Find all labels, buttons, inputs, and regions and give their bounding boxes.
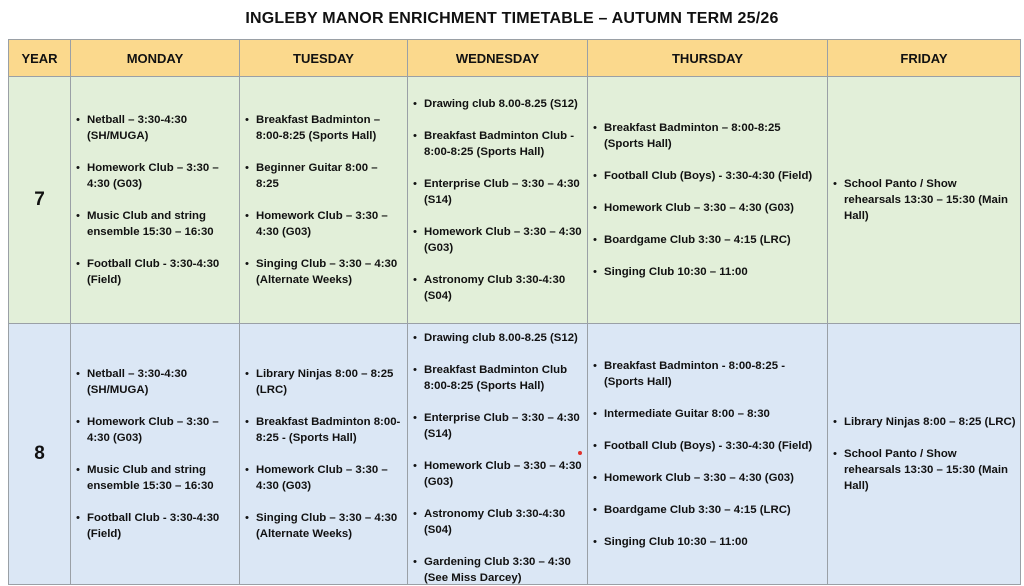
list-item: • Enterprise Club – 3:30 – 4:30 (S14): [424, 410, 583, 442]
header-year: YEAR: [9, 40, 71, 77]
list-item: • Breakfast Badminton Club 8:00-8:25 (Sports Hall): [424, 362, 583, 394]
list-item: • Intermediate Guitar 8:00 – 8:30: [604, 406, 823, 422]
list-item: • Library Ninjas 8:00 – 8:25 (LRC): [256, 366, 403, 398]
thursday-cell: [588, 77, 828, 324]
list-item: • Homework Club – 3:30 – 4:30 (G03): [256, 208, 403, 240]
year-cell: 7: [9, 77, 71, 324]
activity-list: [828, 176, 1020, 224]
list-item: • Football Club (Boys) - 3:30-4:30 (Field): [604, 438, 823, 454]
list-item: • Boardgame Club 3:30 – 4:15 (LRC): [604, 232, 823, 248]
list-item: • Breakfast Badminton - 8:00-8:25 - (Sports Hall): [604, 358, 823, 390]
list-item: • Homework Club – 3:30 – 4:30 (G03): [424, 224, 583, 256]
cursor-dot: [578, 451, 582, 455]
list-item: • Breakfast Badminton – 8:00-8:25 (Sports Hall): [256, 112, 403, 144]
activity-list: [240, 366, 407, 542]
timetable: [8, 39, 1021, 585]
list-item: • Homework Club – 3:30 – 4:30 (G03): [87, 160, 235, 192]
header-wednesday: WEDNESDAY: [408, 40, 588, 77]
list-item: • Breakfast Badminton Club - 8:00-8:25 (Sports Hall): [424, 128, 583, 160]
list-item: • Homework Club – 3:30 – 4:30 (G03): [87, 414, 235, 446]
header-monday: MONDAY: [71, 40, 240, 77]
list-item: • Gardening Club 3:30 – 4:30 (See Miss Darcey): [424, 554, 583, 586]
list-item: • Homework Club – 3:30 – 4:30 (G03): [604, 470, 823, 486]
header-row: [9, 40, 1021, 77]
friday-cell: [828, 324, 1021, 585]
list-item: • Music Club and string ensemble 15:30 – 16:30: [87, 462, 235, 494]
list-item: • Boardgame Club 3:30 – 4:15 (LRC): [604, 502, 823, 518]
header-tuesday: TUESDAY: [240, 40, 408, 77]
list-item: • Enterprise Club – 3:30 – 4:30 (S14): [424, 176, 583, 208]
list-item: • Football Club - 3:30-4:30 (Field): [87, 510, 235, 542]
list-item: • Drawing club 8.00-8.25 (S12): [424, 96, 583, 112]
monday-cell: [71, 77, 240, 324]
header-thursday: THURSDAY: [588, 40, 828, 77]
list-item: • Netball – 3:30-4:30 (SH/MUGA): [87, 366, 235, 398]
friday-cell: [828, 77, 1021, 324]
list-item: • School Panto / Show rehearsals 13:30 – 15:30 (Main Hall): [844, 446, 1016, 494]
list-item: • School Panto / Show rehearsals 13:30 – 15:30 (Main Hall): [844, 176, 1016, 224]
list-item: • Singing Club 10:30 – 11:00: [604, 264, 823, 280]
table-row: [9, 77, 1021, 324]
header-friday: FRIDAY: [828, 40, 1021, 77]
tuesday-cell: [240, 324, 408, 585]
list-item: • Homework Club – 3:30 – 4:30 (G03): [256, 462, 403, 494]
list-item: • Football Club (Boys) - 3:30-4:30 (Field): [604, 168, 823, 184]
monday-cell: [71, 324, 240, 585]
activity-list: [71, 366, 239, 542]
activity-list: [828, 414, 1020, 494]
list-item: • Astronomy Club 3:30-4:30 (S04): [424, 506, 583, 538]
list-item: • Homework Club – 3:30 – 4:30 (G03): [604, 200, 823, 216]
wednesday-clip: [408, 324, 587, 584]
page-title: INGLEBY MANOR ENRICHMENT TIMETABLE – AUTUMN TERM 25/26: [245, 10, 779, 27]
activity-list: [588, 120, 827, 280]
activity-list: [408, 330, 587, 586]
tuesday-cell: [240, 77, 408, 324]
list-item: • Homework Club – 3:30 – 4:30 (G03): [424, 458, 583, 490]
list-item: • Breakfast Badminton 8:00-8:25 - (Sports Hall): [256, 414, 403, 446]
list-item: • Breakfast Badminton – 8:00-8:25 (Sports Hall): [604, 120, 823, 152]
wednesday-cell: [408, 324, 588, 585]
list-item: • Singing Club – 3:30 – 4:30 (Alternate Weeks): [256, 256, 403, 288]
list-item: • Singing Club 10:30 – 11:00: [604, 534, 823, 550]
list-item: • Music Club and string ensemble 15:30 – 16:30: [87, 208, 235, 240]
activity-list: [588, 358, 827, 550]
list-item: • Library Ninjas 8:00 – 8:25 (LRC): [844, 414, 1016, 430]
list-item: • Drawing club 8.00-8.25 (S12): [424, 330, 583, 346]
list-item: • Netball – 3:30-4:30 (SH/MUGA): [87, 112, 235, 144]
list-item: • Football Club - 3:30-4:30 (Field): [87, 256, 235, 288]
year-cell: 8: [9, 324, 71, 585]
list-item: • Astronomy Club 3:30-4:30 (S04): [424, 272, 583, 304]
activity-list: [240, 112, 407, 288]
list-item: • Beginner Guitar 8:00 – 8:25: [256, 160, 403, 192]
activity-list: [71, 112, 239, 288]
list-item: • Singing Club – 3:30 – 4:30 (Alternate Weeks): [256, 510, 403, 542]
table-row: [9, 324, 1021, 585]
wednesday-cell: [408, 77, 588, 324]
thursday-cell: [588, 324, 828, 585]
activity-list: [408, 96, 587, 304]
